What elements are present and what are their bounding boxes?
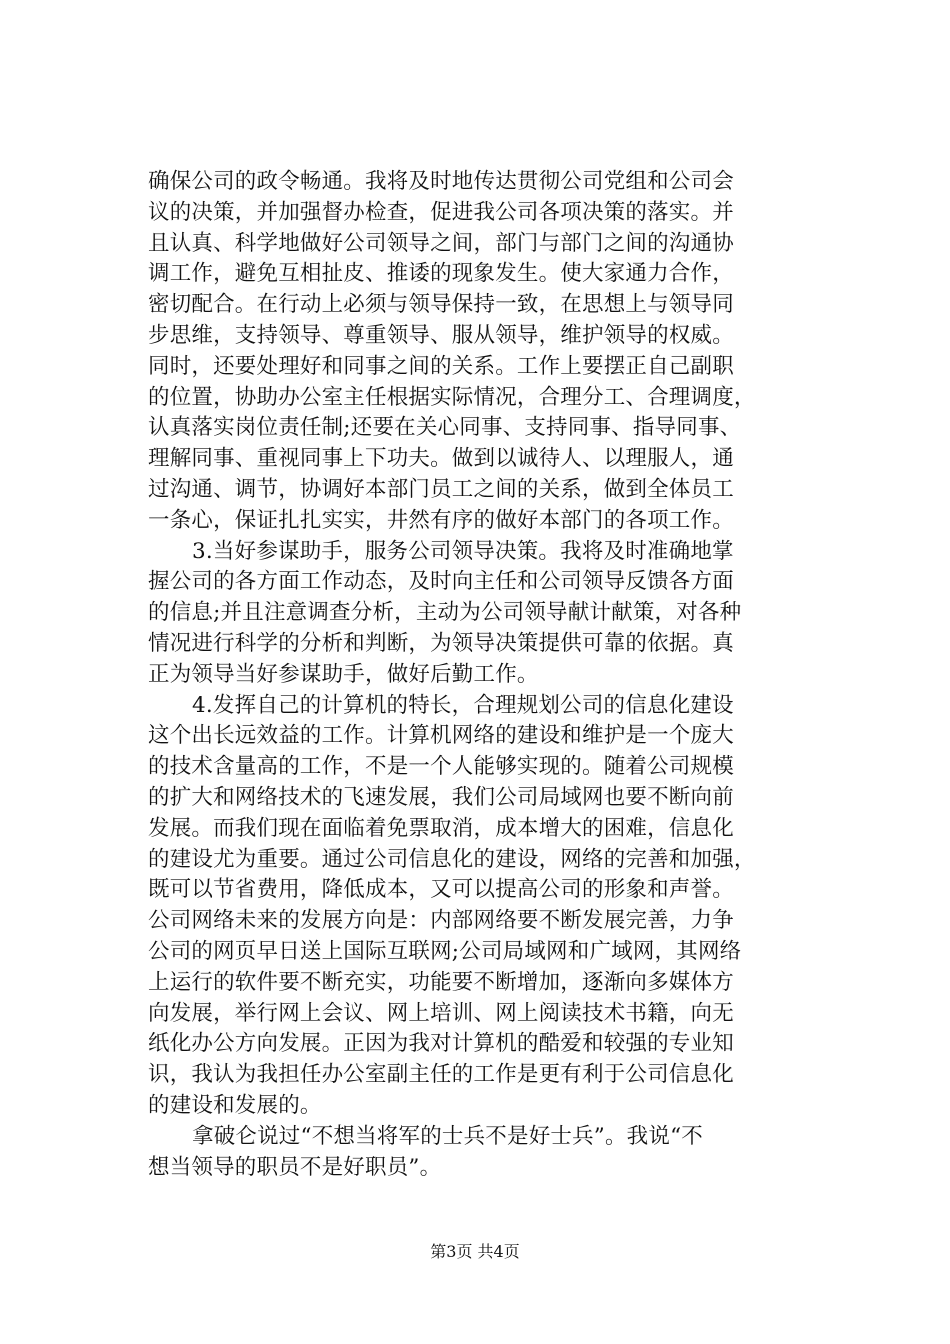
page-footer: 第3页 共4页 <box>430 1242 520 1261</box>
text-line: 步思维，支持领导、尊重领导、服从领导，维护领导的权威。 <box>148 322 734 348</box>
text-line: 认真落实岗位责任制;还要在关心同事、支持同事、指导同事、 <box>148 415 742 441</box>
text-line: 这个出长远效益的工作。计算机网络的建设和维护是一个庞大 <box>148 723 734 749</box>
text-line: 情况进行科学的分析和判断，为领导决策提供可靠的依据。真 <box>148 630 734 656</box>
text-line: 同时，还要处理好和同事之间的关系。工作上要摆正自己副职 <box>148 353 734 379</box>
text-line: 议的决策，并加强督办检查，促进我公司各项决策的落实。并 <box>148 199 734 225</box>
text-line: 上运行的软件要不断充实，功能要不断增加，逐渐向多媒体方 <box>148 969 734 995</box>
text-line: 正为领导当好参谋助手，做好后勤工作。 <box>148 661 539 687</box>
text-line: 既可以节省费用，降低成本，又可以提高公司的形象和声誉。 <box>148 877 734 903</box>
text-line: 的信息;并且注意调查分析，主动为公司领导献计献策，对各种 <box>148 600 742 626</box>
text-line: 的建设和发展的。 <box>148 1092 322 1118</box>
text-line: 纸化办公方向发展。正因为我对计算机的酷爱和较强的专业知 <box>148 1031 734 1057</box>
text-line: 3.当好参谋助手，服务公司领导决策。我将及时准确地掌 <box>192 538 734 564</box>
text-line: 调工作，避免互相扯皮、推诿的现象发生。使大家通力合作， <box>148 261 734 287</box>
text-line: 且认真、科学地做好公司领导之间，部门与部门之间的沟通协 <box>148 230 734 256</box>
text-line: 的扩大和网络技术的飞速发展，我们公司局域网也要不断向前 <box>148 784 734 810</box>
text-line: 公司网络未来的发展方向是：内部网络要不断发展完善，力争 <box>148 908 734 934</box>
text-line: 确保公司的政令畅通。我将及时地传达贯彻公司党组和公司会 <box>148 169 734 194</box>
text-line: 4.发挥自己的计算机的特长，合理规划公司的信息化建设 <box>192 692 734 718</box>
text-line: 识，我认为我担任办公室副主任的工作是更有利于公司信息化 <box>148 1062 734 1088</box>
text-line: 过沟通、调节，协调好本部门员工之间的关系，做到全体员工 <box>148 476 734 502</box>
text-line: 拿破仑说过“不想当将军的士兵不是好士兵”。我说“不 <box>192 1123 703 1149</box>
text-line: 发展。而我们现在面临着免票取消，成本增大的困难，信息化 <box>148 815 734 841</box>
text-line: 的建设尤为重要。通过公司信息化的建设，网络的完善和加强， <box>148 846 756 872</box>
document-body <box>148 167 808 1183</box>
text-line: 理解同事、重视同事上下功夫。做到以诚待人、以理服人，通 <box>148 446 734 472</box>
text-line: 公司的网页早日送上国际互联网;公司局域网和广域网，其网络 <box>148 938 742 964</box>
text-line: 的位置，协助办公室主任根据实际情况，合理分工、合理调度， <box>148 384 756 410</box>
text-line: 一条心，保证扎扎实实，井然有序的做好本部门的各项工作。 <box>148 507 734 533</box>
text-line: 密切配合。在行动上必须与领导保持一致，在思想上与领导同 <box>148 292 734 318</box>
text-line: 握公司的各方面工作动态，及时向主任和公司领导反馈各方面 <box>148 569 734 595</box>
text-line: 的技术含量高的工作，不是一个人能够实现的。随着公司规模 <box>148 754 734 780</box>
text-line: 想当领导的职员不是好职员”。 <box>148 1154 442 1180</box>
text-line: 向发展，举行网上会议、网上培训、网上阅读技术书籍，向无 <box>148 1000 734 1026</box>
